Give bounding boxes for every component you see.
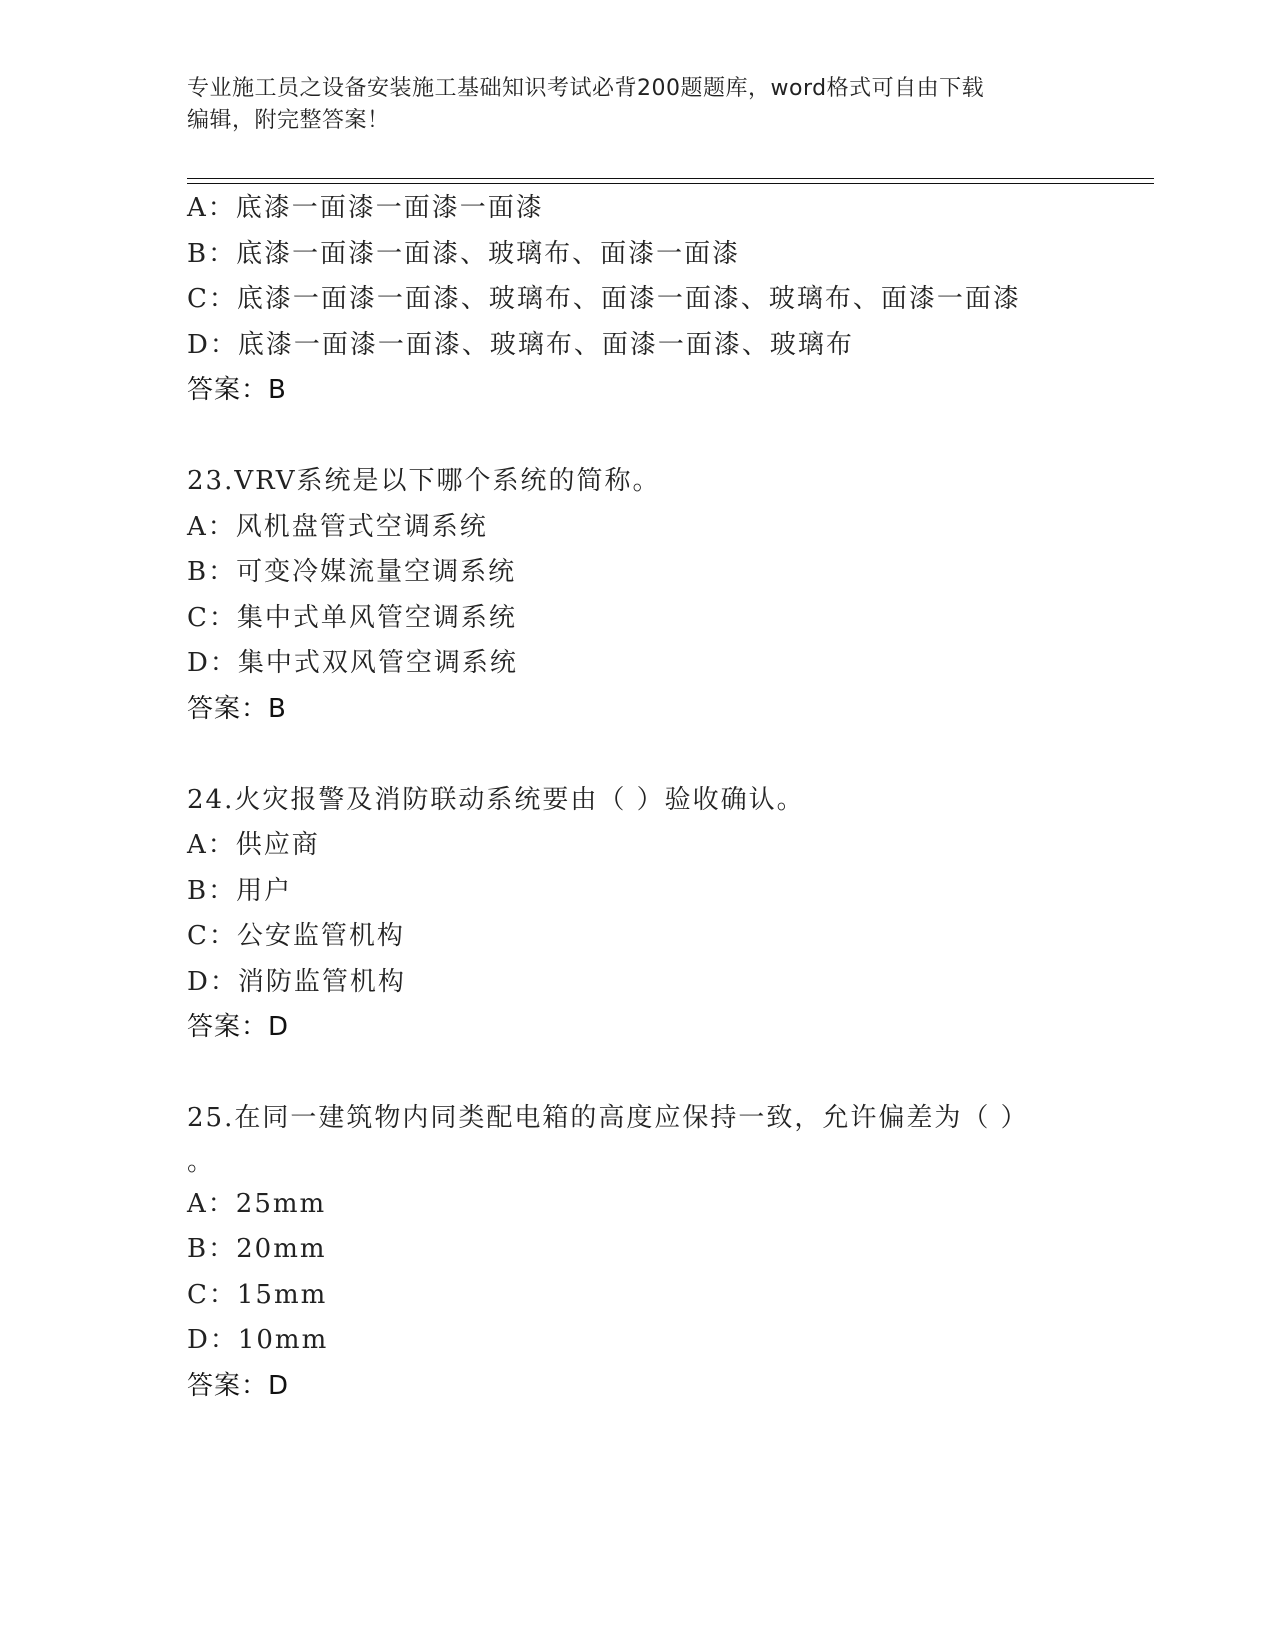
question-25 (187, 1096, 1127, 1409)
option-c: C：底漆一面漆一面漆、玻璃布、面漆一面漆、玻璃布、面漆一面漆 (187, 284, 1021, 314)
question-stem: 24.火灾报警及消防联动系统要由（ ）验收确认。 (187, 784, 805, 815)
question-stem: 25.在同一建筑物内同类配电箱的高度应保持一致，允许偏差为（ ） (187, 1103, 1029, 1133)
header-divider-bottom (187, 183, 1154, 184)
option-a: A：供应商 (187, 830, 320, 860)
option-c: C：公安监管机构 (187, 921, 405, 951)
spacer (187, 732, 1127, 778)
option-d: D：消防监管机构 (187, 966, 406, 997)
question-22-continued (187, 186, 1127, 414)
option-c: C：集中式单风管空调系统 (187, 602, 517, 633)
option-a: A：风机盘管式空调系统 (187, 511, 488, 542)
option-a: A：25mm (187, 1188, 327, 1219)
question-stem: 23.VRV系统是以下哪个系统的简称。 (187, 466, 661, 496)
option-b: B：20mm (187, 1234, 327, 1264)
answer-line: 答案：B (187, 375, 287, 405)
header-title-line2: 编辑，附完整答案！ (187, 108, 390, 133)
question-stem-continuation: 。 (187, 1146, 216, 1177)
question-23 (187, 459, 1127, 732)
option-d: D：底漆一面漆一面漆、玻璃布、面漆一面漆、玻璃布 (187, 329, 854, 360)
option-c: C：15mm (187, 1279, 328, 1310)
answer-line: 答案：D (187, 1012, 290, 1042)
question-list (187, 186, 1127, 1409)
option-b: B：用户 (187, 875, 293, 906)
header-title-line1: 专业施工员之设备安装施工基础知识考试必背200题题库，word格式可自由下载 (187, 76, 985, 101)
spacer (187, 1051, 1127, 1097)
answer-line: 答案：B (187, 693, 287, 724)
option-d: D：10mm (187, 1325, 329, 1355)
answer-line: 答案：D (187, 1370, 290, 1401)
option-b: B：底漆一面漆一面漆、玻璃布、面漆一面漆 (187, 238, 741, 269)
option-b: B：可变冷媒流量空调系统 (187, 557, 517, 587)
spacer (187, 414, 1127, 460)
option-a: A：底漆一面漆一面漆一面漆 (187, 193, 544, 223)
question-24 (187, 778, 1127, 1051)
option-d: D：集中式双风管空调系统 (187, 648, 518, 678)
header-divider-top (187, 178, 1154, 179)
document-header (187, 73, 1067, 137)
